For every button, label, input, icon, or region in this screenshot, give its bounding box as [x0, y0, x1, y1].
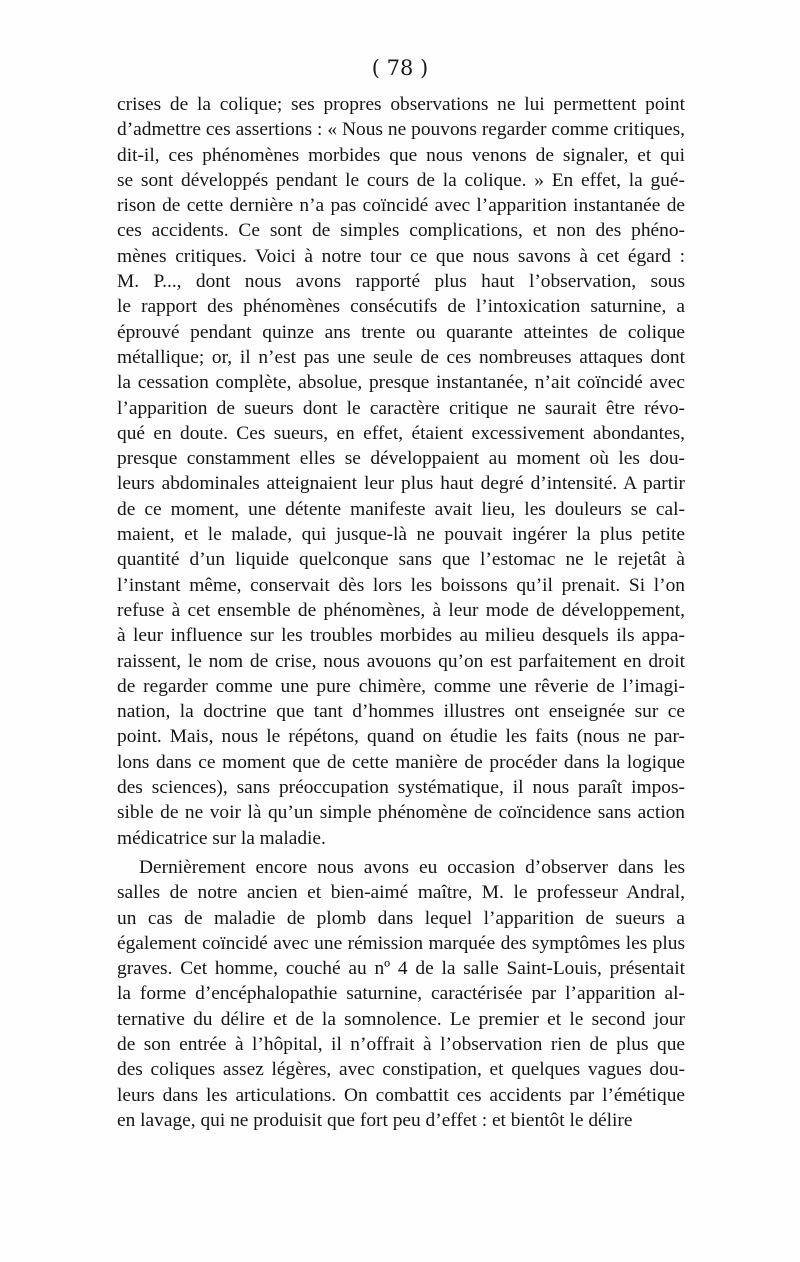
text-line: un cas de maladie de plomb dans lequel l’apparition de sueurs a — [117, 907, 685, 929]
text-line: quantité d’un liquide quelconque sans que l’estomac ne le rejetât à — [117, 549, 685, 571]
text-line: point. Mais, nous le répétons, quand on étudie les faits (nous ne par- — [117, 726, 685, 748]
text-line: de regarder comme une pure chimère, comme une rêverie de l’imagi- — [117, 675, 685, 697]
text-line: leurs dans les articulations. On combattit ces accidents par l’émétique — [117, 1084, 685, 1106]
text-line: médicatrice sur la maladie. — [117, 827, 326, 849]
text-line: qué en doute. Ces sueurs, en effet, étaient excessivement abondantes, — [117, 422, 685, 444]
paragraph — [117, 92, 685, 851]
text-line: sible de ne voir là qu’un simple phénomène de coïncidence sans action — [117, 802, 685, 824]
text-line: leurs abdominales atteignaient leur plus haut degré d’intensité. A partir — [117, 473, 685, 495]
text-line: en lavage, qui ne produisit que fort peu d’effet : et bientôt le délire — [117, 1109, 633, 1131]
text-line: le rapport des phénomènes consécutifs de l’intoxication saturnine, a — [117, 296, 685, 318]
text-line: Dernièrement encore nous avons eu occasion d’observer dans les — [139, 856, 685, 878]
text-line: raissent, le nom de crise, nous avouons qu’on est parfaitement en droit — [117, 650, 685, 672]
text-line: mènes critiques. Voici à notre tour ce que nous savons à cet égard : — [117, 245, 685, 267]
text-line: rison de cette dernière n’a pas coïncidé avec l’apparition instantanée de — [117, 195, 685, 217]
text-line: salles de notre ancien et bien-aimé maître, M. le professeur Andral, — [117, 882, 685, 904]
text-line: crises de la colique; ses propres observations ne lui permettent point — [117, 94, 685, 115]
text-line: presque constamment elles se développaient au moment où les dou- — [117, 448, 685, 470]
text-line: la cessation complète, absolue, presque instantanée, n’ait coïncidé avec — [117, 372, 685, 394]
text-line: à leur influence sur les troubles morbides au milieu desquels ils appa- — [117, 625, 685, 647]
text-line: la forme d’encéphalopathie saturnine, caractérisée par l’apparition al- — [117, 983, 685, 1005]
text-line: refuse à cet ensemble de phénomènes, à leur mode de développement, — [117, 599, 685, 621]
text-line: ces accidents. Ce sont de simples complications, et non des phéno- — [117, 220, 685, 242]
text-line: nation, la doctrine que tant d’hommes illustres ont enseignée sur ce — [117, 701, 685, 723]
text-line: lons dans ce moment que de cette manière de procéder dans la logique — [117, 751, 685, 773]
paragraph — [117, 855, 685, 1133]
text-line: des sciences), sans préoccupation systématique, il nous paraît impos- — [117, 777, 685, 799]
page-number: ( 78 ) — [371, 56, 429, 80]
text-line: ternative du délire et de la somnolence. Le premier et le second jour — [117, 1008, 685, 1030]
text-line: maient, et le malade, qui jusque-là ne pouvait ingérer la plus petite — [117, 524, 685, 546]
body-text — [117, 92, 685, 1133]
text-line: se sont développés pendant le cours de la colique. » En effet, la gué- — [117, 169, 685, 191]
text-line: de son entrée à l’hôpital, il n’offrait à l’observation rien de plus que — [117, 1033, 685, 1055]
text-line: l’apparition de sueurs dont le caractère critique ne saurait être révo- — [117, 397, 685, 419]
text-line: métallique; or, il n’est pas une seule de ces nombreuses attaques dont — [117, 346, 685, 368]
text-line: d’admettre ces assertions : « Nous ne pouvons regarder comme critiques, — [117, 119, 685, 141]
text-line: éprouvé pendant quinze ans trente ou quarante atteintes de colique — [117, 321, 685, 343]
text-line: graves. Cet homme, couché au nº 4 de la salle Saint-Louis, présentait — [117, 958, 685, 980]
text-line: l’instant même, conservait dès lors les boissons qu’il prenait. Si l’on — [117, 574, 685, 596]
text-line: M. P..., dont nous avons rapporté plus haut l’observation, sous — [117, 271, 685, 293]
text-line: des coliques assez légères, avec constipation, et quelques vagues dou- — [117, 1059, 685, 1081]
text-line: également coïncidé avec une rémission marquée des symptômes les plus — [117, 932, 685, 954]
text-line: dit-il, ces phénomènes morbides que nous venons de signaler, et qui — [117, 144, 685, 166]
text-line: de ce moment, une détente manifeste avait lieu, les douleurs se cal- — [117, 498, 685, 520]
